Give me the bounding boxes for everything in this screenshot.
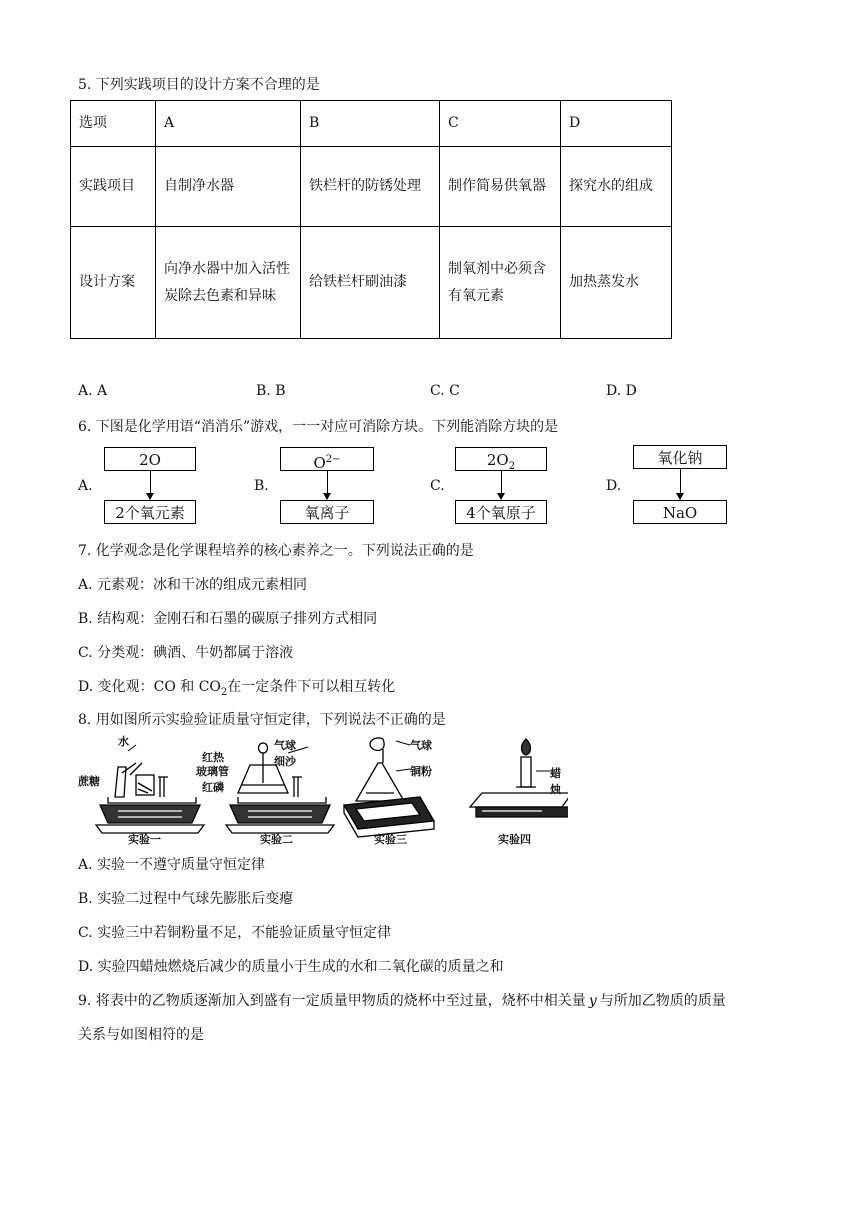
- label-leader-lines: [128, 741, 550, 771]
- q9-stem-line2: 关系与如图相符的是: [78, 1027, 204, 1043]
- label-exp3: 实验三: [374, 833, 407, 846]
- label-exp4: 实验四: [498, 833, 531, 846]
- label-hot: 红热: [202, 751, 224, 764]
- arrow-down-icon: [150, 471, 151, 499]
- table-cell: 加热蒸发水: [561, 227, 672, 339]
- q7-choice-b[interactable]: B. 结构观：金刚石和石墨的碳原子排列方式相同: [78, 611, 378, 627]
- q8-stem: 8. 用如图所示实验验证质量守恒定律，下列说法不正确的是: [78, 712, 446, 728]
- q6-option-b-top-box: [280, 447, 374, 471]
- table-cell: 向净水器中加入活性炭除去色素和异味: [156, 227, 301, 339]
- arrow-down-icon: [680, 469, 681, 499]
- label-balloon-3: 气球: [410, 739, 432, 752]
- table-header-cell: D: [561, 101, 672, 147]
- table-cell: 探究水的组成: [561, 147, 672, 227]
- q9-stem-line1: [78, 990, 726, 1010]
- q6-option-b-label[interactable]: B.: [254, 478, 269, 494]
- q7-choice-a[interactable]: A. 元素观：冰和干冰的组成元素相同: [78, 577, 308, 593]
- q9-stem-post: 与所加乙物质的质量: [599, 993, 726, 1009]
- label-balloon: 气球: [274, 739, 296, 752]
- q8-choice-a[interactable]: A. 实验一不遵守质量守恒定律: [78, 857, 266, 873]
- q7-stem: 7. 化学观念是化学课程培养的核心素养之一。下列说法正确的是: [78, 543, 474, 559]
- q8-choice-b[interactable]: B. 实验二过程中气球先膨胀后变瘪: [78, 891, 294, 907]
- q8-figure: [78, 735, 568, 847]
- q5-stem: 5. 下列实践项目的设计方案不合理的是: [78, 77, 320, 93]
- q8-choice-c[interactable]: C. 实验三中若铜粉量不足，不能验证质量守恒定律: [78, 925, 392, 941]
- q6-option-a-bottom-box: 2个氧元素: [104, 500, 196, 524]
- q6-option-c-bottom-box: 4个氧原子: [455, 500, 547, 524]
- label-water: 水: [118, 735, 129, 748]
- q9-stem-pre: 9. 将表中的乙物质逐渐加入到盛有一定质量甲物质的烧杯中至过量，烧杯中相关量: [78, 993, 586, 1009]
- table-header-cell: B: [301, 101, 440, 147]
- table-cell: 制氧剂中必须含有氧元素: [440, 227, 561, 339]
- q6-option-c-top-box: [455, 447, 547, 471]
- table-header-cell: 选项: [71, 101, 156, 147]
- table-cell: 给铁栏杆刷油漆: [301, 227, 440, 339]
- q5-choice-b[interactable]: B. B: [256, 383, 286, 399]
- table-cell: 自制净水器: [156, 147, 301, 227]
- arrow-down-icon: [327, 471, 328, 499]
- q6-option-c-top-sub: 2: [508, 461, 516, 472]
- q6-option-d-bottom-box: NaO: [633, 500, 727, 524]
- label-copper-powder: 铜粉: [410, 765, 432, 778]
- q7-choice-d-post: 在一定条件下可以相互转化: [227, 679, 396, 695]
- q7-choice-d-pre: D. 变化观：CO 和 CO: [78, 679, 221, 695]
- q6-stem: 6. 下图是化学用语“消消乐”游戏，一一对应可消除方块。下列能消除方块的是: [78, 419, 559, 435]
- q6-option-d-top-box: 氧化钠: [633, 445, 727, 469]
- table-cell: 铁栏杆的防锈处理: [301, 147, 440, 227]
- label-candle: 蜡烛: [550, 767, 561, 796]
- q9-stem-var: y: [588, 993, 597, 1009]
- q8-choice-d[interactable]: D. 实验四蜡烛燃烧后减少的质量小于生成的水和二氧化碳的质量之和: [78, 959, 504, 975]
- q7-choice-c[interactable]: C. 分类观：碘酒、牛奶都属于溶液: [78, 645, 294, 661]
- q5-choice-a[interactable]: A. A: [78, 383, 108, 399]
- q7-choice-d[interactable]: [78, 676, 395, 698]
- arrow-down-icon: [501, 471, 502, 499]
- label-sand: 细沙: [274, 755, 296, 768]
- q6-option-c-top-text: 2O: [486, 451, 509, 469]
- table-row-label: 实践项目: [71, 147, 156, 227]
- table-cell: 制作简易供氧器: [440, 147, 561, 227]
- q6-option-c-label[interactable]: C.: [430, 478, 445, 494]
- label-exp1: 实验一: [128, 833, 161, 846]
- label-sucrose: 蔗糖: [78, 775, 100, 788]
- label-exp2: 实验二: [260, 833, 293, 846]
- table-header-cell: A: [156, 101, 301, 147]
- label-red-phosphorus: 红磷: [202, 781, 224, 794]
- q6-option-a-label[interactable]: A.: [78, 478, 93, 494]
- q5-choice-c[interactable]: C. C: [430, 383, 460, 399]
- q6-option-b-bottom-box: 氧离子: [280, 500, 374, 524]
- table-header-cell: C: [440, 101, 561, 147]
- table-row-label: 设计方案: [71, 227, 156, 339]
- q6-option-a-top-box: 2O: [104, 447, 196, 471]
- label-glass-tube: 玻璃管: [196, 765, 229, 778]
- q6-option-b-top-text: O: [313, 454, 326, 472]
- q5-choice-d[interactable]: D. D: [606, 383, 637, 399]
- q6-option-d-label[interactable]: D.: [606, 478, 622, 494]
- q6-option-b-top-sup: 2−: [325, 454, 341, 465]
- q7-choice-d-sub: 2: [220, 686, 228, 698]
- q5-table: [70, 100, 672, 339]
- exp1-balance-drawing: [96, 763, 204, 833]
